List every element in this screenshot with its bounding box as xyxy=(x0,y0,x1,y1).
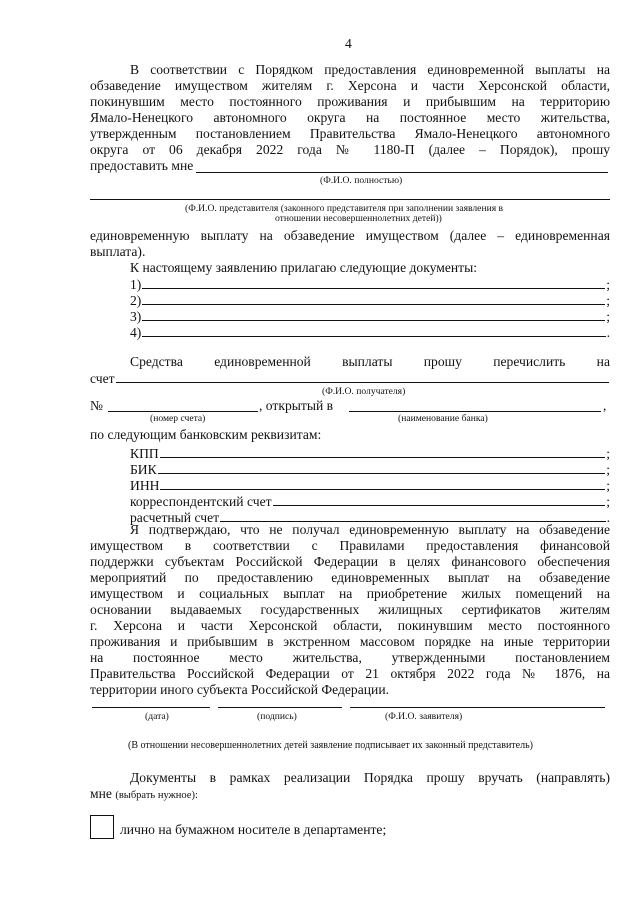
requisite-end: ; xyxy=(606,494,610,509)
account-number-caption: (номер счета) xyxy=(150,413,206,424)
transfer-word: единовременной xyxy=(214,354,311,369)
signature-caption: (подпись) xyxy=(257,711,297,722)
document-item-1[interactable] xyxy=(130,276,610,293)
requisite-end: ; xyxy=(606,446,610,461)
minors-note: (В отношении несовершеннолетних детей заявление подписывает их законный представитель) xyxy=(128,740,533,751)
intro-line-1: В соответствии с Порядком предоставления единовременной выплаты на xyxy=(130,62,610,77)
requisites-heading: по следующим банковским реквизитам: xyxy=(90,427,322,442)
intro-line-7: предоставить мне xyxy=(90,158,194,173)
transfer-word: прошу xyxy=(423,354,462,369)
document-item-3[interactable] xyxy=(130,308,610,325)
document-item-number: 2) xyxy=(130,293,142,308)
document-item-end: ; xyxy=(606,309,610,324)
confirm-line-5: имуществом и социальных выплат на приобретение жилых помещений на xyxy=(90,586,610,601)
requisite-label: расчетный счет xyxy=(130,510,220,525)
delivery-line-2 xyxy=(90,786,198,804)
transfer-word: на xyxy=(596,354,610,369)
signature-field[interactable] xyxy=(218,707,342,708)
inn-field[interactable] xyxy=(130,477,610,494)
transfer-word: перечислить xyxy=(493,354,566,369)
intro-line-3: покинувшим место постоянного проживания и прибывшим на территорию xyxy=(90,94,610,109)
requisite-end: ; xyxy=(606,462,610,477)
representative-caption-line-1: (Ф.И.О. представителя (законного представителя при заполнении заявления в xyxy=(185,203,504,214)
in-person-checkbox[interactable] xyxy=(90,815,114,839)
document-item-4[interactable] xyxy=(130,324,610,341)
confirm-line-8: проживания и прибывшим в экстренном массовом порядке на иные территории xyxy=(90,634,610,649)
bik-field[interactable] xyxy=(130,461,610,478)
applicant-fio-caption: (Ф.И.О. заявителя) xyxy=(385,711,463,722)
full-name-caption: (Ф.И.О. полностью) xyxy=(320,175,403,186)
opened-in-text: , открытый в xyxy=(259,398,334,413)
intro-line-5: утвержденным постановлением Правительства Ямало-Ненецкого автономного xyxy=(90,126,610,141)
confirm-line-10: Правительства Российской Федерации от 21 октября 2022 года № 1876, на xyxy=(90,666,610,681)
requisite-label: БИК xyxy=(130,462,157,477)
recipient-caption: (Ф.И.О. получателя) xyxy=(322,386,406,397)
intro-line-9: выплата). xyxy=(90,244,146,259)
document-item-number: 1) xyxy=(130,277,142,292)
intro-line-8: единовременную выплату на обзаведение имуществом (далее – единовременная xyxy=(90,228,610,243)
confirm-line-1: Я подтверждаю, что не получал единовременную выплату на обзаведение xyxy=(130,522,610,537)
documents-heading: К настоящему заявлению прилагаю следующие документы: xyxy=(130,260,478,275)
bank-name-field[interactable] xyxy=(349,411,601,412)
date-caption: (дата) xyxy=(145,711,169,722)
representative-name-field[interactable] xyxy=(90,199,610,200)
requisite-label: ИНН xyxy=(130,478,160,493)
delivery-line-1: Документы в рамках реализации Порядка прошу вручать (направлять) xyxy=(130,770,610,785)
requisite-end: . xyxy=(606,510,610,525)
document-item-number: 3) xyxy=(130,309,142,324)
page-number: 4 xyxy=(345,36,352,51)
transfer-word: выплаты xyxy=(342,354,393,369)
intro-line-6: округа от 06 декабря 2022 года № 1180-П (далее – Порядок), прошу xyxy=(90,142,610,157)
requisite-label: корреспондентский счет xyxy=(130,494,272,509)
confirm-line-11: территории иного субъекта Российской Федерации. xyxy=(90,682,389,697)
account-number-field[interactable] xyxy=(108,411,258,412)
document-item-end: . xyxy=(606,325,610,340)
account-word: счет xyxy=(90,371,115,386)
intro-line-4: Ямало-Ненецкого автономного округа на постоянное место жительства, xyxy=(90,110,610,125)
transfer-word: Средства xyxy=(130,354,183,369)
document-item-end: ; xyxy=(606,277,610,292)
transfer-request-line xyxy=(90,354,610,370)
applicant-fio-field[interactable] xyxy=(350,707,605,708)
recipient-account-field[interactable] xyxy=(90,370,610,387)
bank-name-caption: (наименование банка) xyxy=(398,413,488,424)
delivery-recipient: мне xyxy=(90,786,112,801)
delivery-hint: (выбрать нужное): xyxy=(115,790,198,801)
requisite-end: ; xyxy=(606,478,610,493)
intro-line-2: обзаведение имуществом жителям г. Херсона и части Херсонской области, xyxy=(90,78,610,93)
confirm-line-9: на постоянное место жительства, утвержденными постановлением xyxy=(90,650,610,665)
document-item-2[interactable] xyxy=(130,292,610,309)
confirm-line-7: г. Херсона и части Херсонской области, покинувшим место постоянного xyxy=(90,618,610,633)
correspondent-account-field[interactable] xyxy=(130,493,610,510)
confirm-line-3: поддержки субъектам Российской Федерации в целях финансового обеспечения xyxy=(90,554,610,569)
document-item-end: ; xyxy=(606,293,610,308)
bank-comma: , xyxy=(603,398,607,413)
date-field[interactable] xyxy=(92,707,210,708)
requisite-label: КПП xyxy=(130,446,159,461)
representative-caption-line-2: отношении несовершеннолетних детей)) xyxy=(275,213,442,224)
confirm-line-4: мероприятий по предоставлению единовременных выплат на обзаведение xyxy=(90,570,610,585)
number-sign: № xyxy=(90,398,103,413)
kpp-field[interactable] xyxy=(130,445,610,462)
in-person-option-label: лично на бумажном носителе в департаменте; xyxy=(120,822,387,837)
confirm-line-2: имуществом в соответствии с Правилами предоставления финансовой xyxy=(90,538,610,553)
applicant-name-field[interactable] xyxy=(196,172,608,173)
document-item-number: 4) xyxy=(130,325,142,340)
confirm-line-6: основании выдаваемых государственных жилищных сертификатов жителям xyxy=(90,602,610,617)
